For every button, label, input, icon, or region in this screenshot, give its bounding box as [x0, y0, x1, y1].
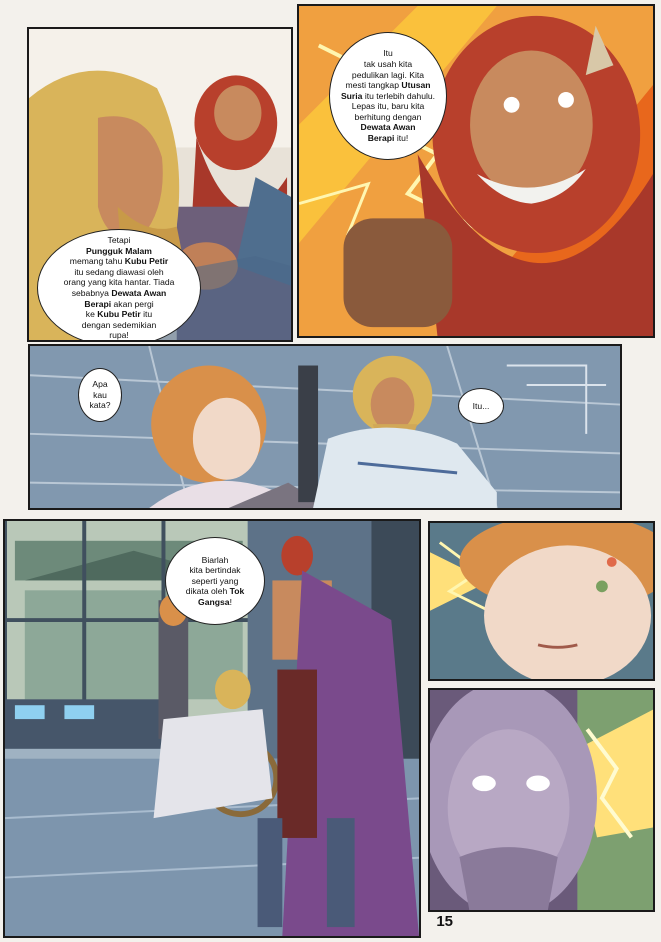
- bubble-line: [72, 288, 167, 299]
- bold-name-text: Berapi: [84, 298, 112, 309]
- bubble-text: itu sedang diawasi oleh: [74, 266, 164, 277]
- speech-bubble: [78, 368, 122, 422]
- bubble-line: [108, 235, 131, 246]
- speech-bubble: [37, 229, 201, 342]
- bubble-line: [192, 576, 239, 587]
- bold-name-text: Berapi: [367, 133, 395, 144]
- bubble-line: [368, 133, 409, 144]
- bubble-text: kau: [93, 389, 107, 400]
- bubble-text: itu: [140, 309, 153, 320]
- bubble-text: Itu: [383, 48, 393, 59]
- panel-3-art: [30, 346, 620, 508]
- panel-3: [28, 344, 622, 510]
- page-number: 15: [436, 913, 453, 930]
- bold-name-text: Kubu Petir: [97, 309, 141, 320]
- bubble-text: itu terlebih dahulu.: [362, 90, 436, 101]
- bubble-line: [383, 48, 393, 59]
- bubble-text: sebabnya: [71, 288, 112, 298]
- bubble-text: ke: [85, 309, 98, 320]
- bubble-text: kata?: [89, 400, 111, 411]
- bubble-line: [84, 299, 153, 310]
- bold-name-text: Utusan: [401, 80, 431, 91]
- bubble-line: [64, 277, 175, 288]
- bubble-line: [189, 565, 240, 576]
- bubble-text: Lepas itu, baru kita: [351, 101, 425, 112]
- panel-1: [27, 27, 293, 342]
- bubble-text: !: [229, 596, 232, 607]
- bold-name-text: Pungguk Malam: [86, 245, 152, 256]
- bubble-text: Biarlah: [201, 554, 229, 565]
- bubble-text: tak usah kita: [363, 58, 413, 69]
- bold-name-text: Dewata Awan: [360, 122, 416, 133]
- bold-name-text: Gangsa: [198, 596, 230, 607]
- bubble-line: [355, 112, 422, 123]
- bubble-line: [82, 320, 157, 331]
- bubble-text: orang yang kita hantar. Tiada: [63, 277, 175, 288]
- bubble-text: mesti tangkap: [345, 80, 402, 91]
- speech-bubble: [458, 388, 504, 424]
- bubble-text: dengan sedemikian: [81, 319, 157, 330]
- bubble-text: rupa!: [109, 330, 129, 341]
- bubble-text: akan pergi: [111, 298, 154, 309]
- bubble-line: [352, 70, 424, 81]
- bubble-text: Tetapi: [107, 235, 131, 246]
- bubble-text: dikata oleh: [185, 586, 230, 597]
- bubble-line: [186, 586, 245, 597]
- bubble-line: [345, 80, 430, 91]
- bold-name-text: Dewata Awan: [111, 288, 167, 298]
- panel-2: [297, 4, 655, 338]
- bubble-line: [352, 101, 425, 112]
- bubble-text: kita bertindak: [189, 565, 241, 576]
- bold-name-text: Suria: [340, 90, 363, 101]
- bubble-line: [473, 401, 490, 412]
- bubble-line: [86, 246, 152, 257]
- panel-4: [3, 519, 421, 938]
- bold-name-text: Tok: [229, 586, 245, 597]
- bubble-line: [109, 330, 129, 341]
- bubble-line: [89, 400, 110, 411]
- bubble-line: [86, 309, 152, 320]
- bubble-line: [202, 555, 229, 566]
- speech-bubble: [165, 537, 265, 625]
- bubble-line: [198, 597, 232, 608]
- bubble-line: [341, 91, 435, 102]
- bubble-text: itu!: [394, 133, 409, 144]
- panel-6: [428, 688, 655, 912]
- speech-bubble: [329, 32, 447, 160]
- bubble-line: [92, 379, 107, 390]
- bubble-text: berhitung dengan: [354, 111, 422, 122]
- bubble-line: [364, 59, 412, 70]
- bubble-text: pedulikan lagi. Kita: [351, 69, 425, 80]
- bubble-text: seperti yang: [191, 575, 239, 586]
- bubble-line: [74, 267, 163, 278]
- bubble-line: [93, 390, 107, 401]
- bold-name-text: Kubu Petir: [124, 256, 169, 267]
- bubble-line: [70, 256, 168, 267]
- panel-5-art: [430, 523, 653, 679]
- bubble-text: memang tahu: [69, 256, 125, 267]
- panel-6-art: [430, 690, 653, 910]
- bubble-line: [361, 122, 416, 133]
- panel-5: [428, 521, 655, 681]
- bubble-text: Apa: [92, 379, 108, 390]
- bubble-text: Itu...: [472, 400, 490, 411]
